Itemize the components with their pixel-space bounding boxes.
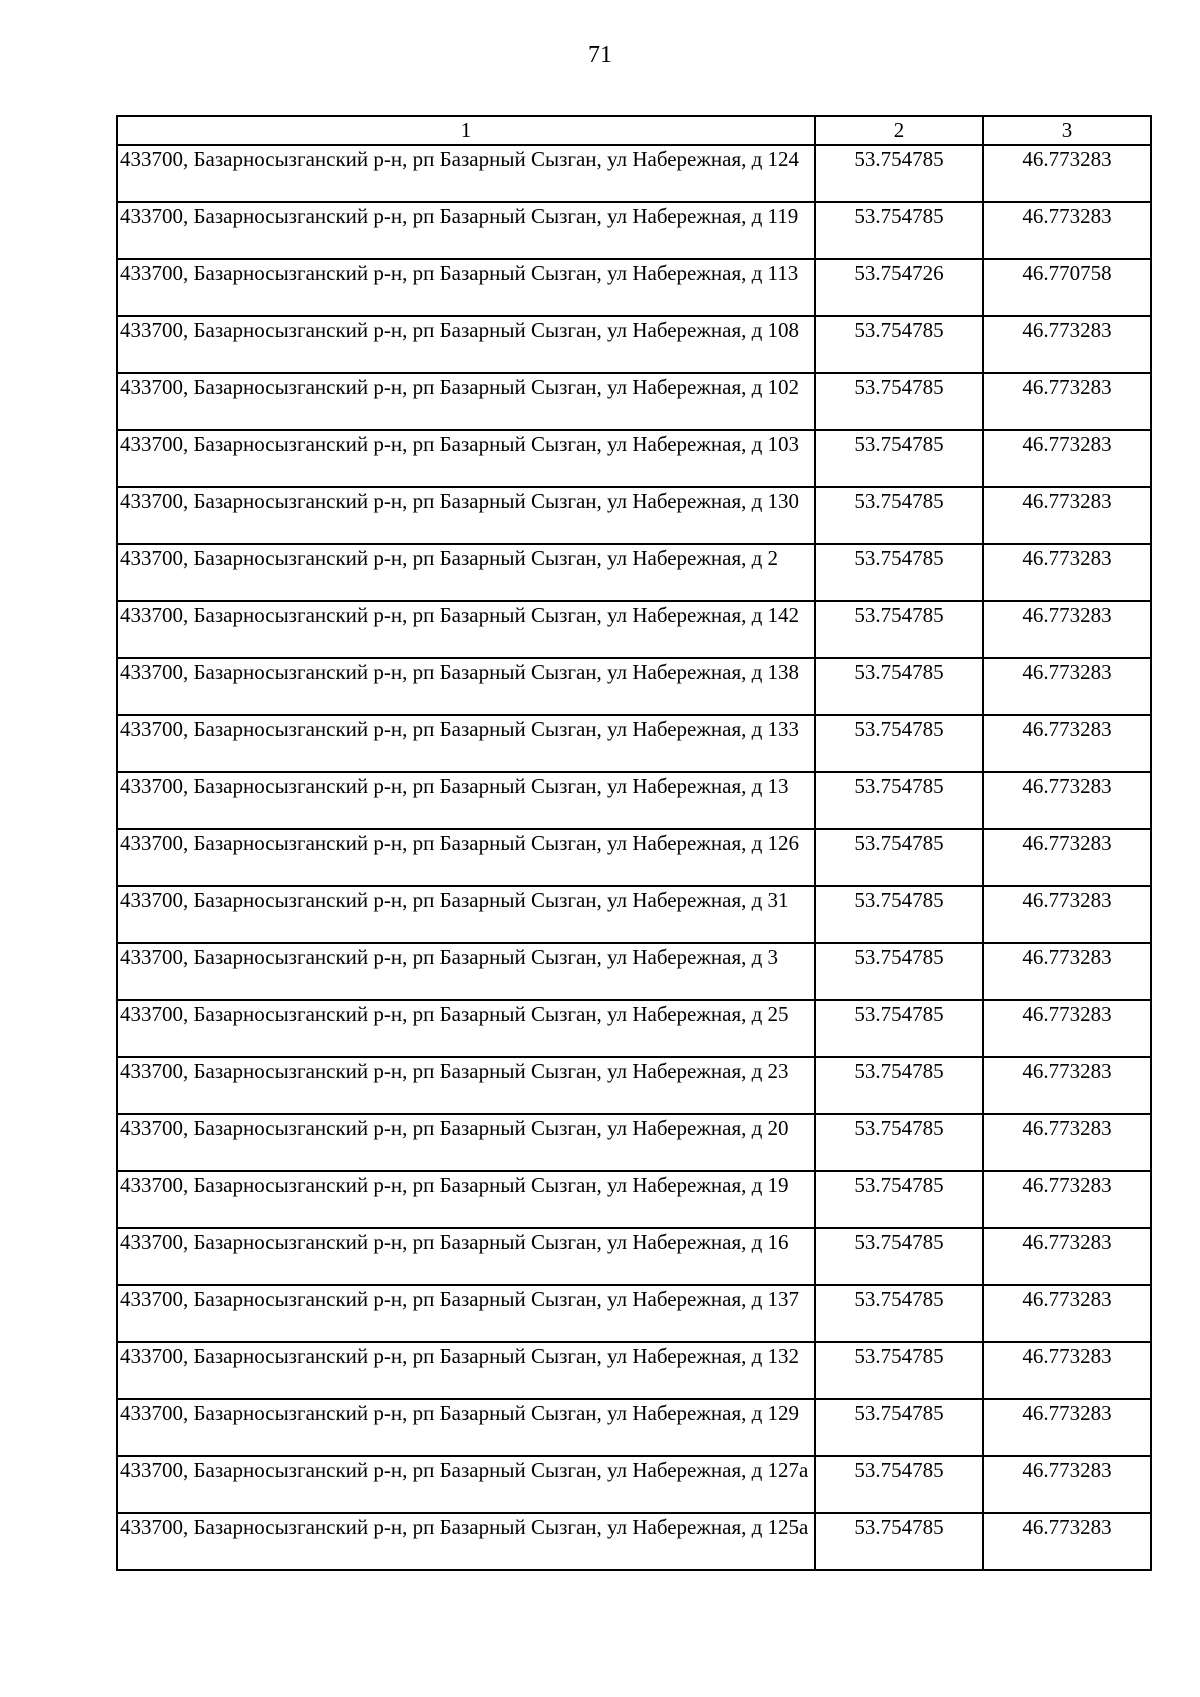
longitude-cell: 46.773283 xyxy=(983,1285,1151,1342)
table-row xyxy=(117,886,1151,943)
longitude-cell: 46.773283 xyxy=(983,487,1151,544)
longitude-cell: 46.773283 xyxy=(983,829,1151,886)
longitude-cell: 46.773283 xyxy=(983,1228,1151,1285)
longitude-cell: 46.773283 xyxy=(983,145,1151,202)
table-row xyxy=(117,601,1151,658)
table-row xyxy=(117,1000,1151,1057)
longitude-cell: 46.773283 xyxy=(983,1399,1151,1456)
latitude-cell: 53.754785 xyxy=(815,1513,983,1570)
page-number: 71 xyxy=(588,42,612,68)
longitude-cell: 46.773283 xyxy=(983,886,1151,943)
latitude-cell: 53.754785 xyxy=(815,1171,983,1228)
longitude-cell: 46.773283 xyxy=(983,316,1151,373)
address-cell: 433700, Базарносызганский р-н, рп Базарный Сызган, ул Набережная, д 16 xyxy=(117,1228,815,1285)
table-row xyxy=(117,544,1151,601)
latitude-cell: 53.754785 xyxy=(815,1456,983,1513)
table-row xyxy=(117,943,1151,1000)
address-cell: 433700, Базарносызганский р-н, рп Базарный Сызган, ул Набережная, д 126 xyxy=(117,829,815,886)
address-cell: 433700, Базарносызганский р-н, рп Базарный Сызган, ул Набережная, д 3 xyxy=(117,943,815,1000)
longitude-cell: 46.773283 xyxy=(983,1057,1151,1114)
address-cell: 433700, Базарносызганский р-н, рп Базарный Сызган, ул Набережная, д 127а xyxy=(117,1456,815,1513)
longitude-cell: 46.770758 xyxy=(983,259,1151,316)
address-cell: 433700, Базарносызганский р-н, рп Базарный Сызган, ул Набережная, д 137 xyxy=(117,1285,815,1342)
latitude-cell: 53.754726 xyxy=(815,259,983,316)
address-coordinates-table xyxy=(116,115,1152,1571)
address-cell: 433700, Базарносызганский р-н, рп Базарный Сызган, ул Набережная, д 103 xyxy=(117,430,815,487)
table-row xyxy=(117,715,1151,772)
address-cell: 433700, Базарносызганский р-н, рп Базарный Сызган, ул Набережная, д 108 xyxy=(117,316,815,373)
table-row xyxy=(117,1285,1151,1342)
latitude-cell: 53.754785 xyxy=(815,373,983,430)
address-cell: 433700, Базарносызганский р-н, рп Базарный Сызган, ул Набережная, д 138 xyxy=(117,658,815,715)
table-row xyxy=(117,202,1151,259)
longitude-cell: 46.773283 xyxy=(983,658,1151,715)
latitude-cell: 53.754785 xyxy=(815,430,983,487)
latitude-cell: 53.754785 xyxy=(815,1000,983,1057)
table-row xyxy=(117,1456,1151,1513)
table-row xyxy=(117,1228,1151,1285)
longitude-cell: 46.773283 xyxy=(983,715,1151,772)
table-row xyxy=(117,829,1151,886)
table-row xyxy=(117,772,1151,829)
latitude-cell: 53.754785 xyxy=(815,886,983,943)
longitude-cell: 46.773283 xyxy=(983,544,1151,601)
table-row xyxy=(117,1342,1151,1399)
longitude-cell: 46.773283 xyxy=(983,772,1151,829)
table-row xyxy=(117,430,1151,487)
address-cell: 433700, Базарносызганский р-н, рп Базарный Сызган, ул Набережная, д 102 xyxy=(117,373,815,430)
latitude-cell: 53.754785 xyxy=(815,202,983,259)
table-body xyxy=(117,145,1151,1570)
address-cell: 433700, Базарносызганский р-н, рп Базарный Сызган, ул Набережная, д 129 xyxy=(117,1399,815,1456)
latitude-cell: 53.754785 xyxy=(815,1057,983,1114)
address-cell: 433700, Базарносызганский р-н, рп Базарный Сызган, ул Набережная, д 133 xyxy=(117,715,815,772)
column-header-3: 3 xyxy=(983,116,1151,145)
table-row xyxy=(117,487,1151,544)
table-row xyxy=(117,373,1151,430)
longitude-cell: 46.773283 xyxy=(983,1342,1151,1399)
table-header-row xyxy=(117,116,1151,145)
address-cell: 433700, Базарносызганский р-н, рп Базарный Сызган, ул Набережная, д 142 xyxy=(117,601,815,658)
longitude-cell: 46.773283 xyxy=(983,430,1151,487)
longitude-cell: 46.773283 xyxy=(983,1456,1151,1513)
longitude-cell: 46.773283 xyxy=(983,1171,1151,1228)
table-row xyxy=(117,1399,1151,1456)
longitude-cell: 46.773283 xyxy=(983,1513,1151,1570)
latitude-cell: 53.754785 xyxy=(815,544,983,601)
latitude-cell: 53.754785 xyxy=(815,829,983,886)
table-row xyxy=(117,658,1151,715)
table-row xyxy=(117,259,1151,316)
address-cell: 433700, Базарносызганский р-н, рп Базарный Сызган, ул Набережная, д 124 xyxy=(117,145,815,202)
latitude-cell: 53.754785 xyxy=(815,943,983,1000)
address-cell: 433700, Базарносызганский р-н, рп Базарный Сызган, ул Набережная, д 130 xyxy=(117,487,815,544)
longitude-cell: 46.773283 xyxy=(983,1000,1151,1057)
column-header-1: 1 xyxy=(117,116,815,145)
address-cell: 433700, Базарносызганский р-н, рп Базарный Сызган, ул Набережная, д 20 xyxy=(117,1114,815,1171)
latitude-cell: 53.754785 xyxy=(815,487,983,544)
address-cell: 433700, Базарносызганский р-н, рп Базарный Сызган, ул Набережная, д 19 xyxy=(117,1171,815,1228)
table-row xyxy=(117,145,1151,202)
address-cell: 433700, Базарносызганский р-н, рп Базарный Сызган, ул Набережная, д 23 xyxy=(117,1057,815,1114)
address-cell: 433700, Базарносызганский р-н, рп Базарный Сызган, ул Набережная, д 119 xyxy=(117,202,815,259)
latitude-cell: 53.754785 xyxy=(815,601,983,658)
longitude-cell: 46.773283 xyxy=(983,1114,1151,1171)
address-cell: 433700, Базарносызганский р-н, рп Базарный Сызган, ул Набережная, д 2 xyxy=(117,544,815,601)
table-row xyxy=(117,1513,1151,1570)
address-cell: 433700, Базарносызганский р-н, рп Базарный Сызган, ул Набережная, д 13 xyxy=(117,772,815,829)
longitude-cell: 46.773283 xyxy=(983,601,1151,658)
longitude-cell: 46.773283 xyxy=(983,373,1151,430)
address-cell: 433700, Базарносызганский р-н, рп Базарный Сызган, ул Набережная, д 113 xyxy=(117,259,815,316)
address-cell: 433700, Базарносызганский р-н, рп Базарный Сызган, ул Набережная, д 25 xyxy=(117,1000,815,1057)
latitude-cell: 53.754785 xyxy=(815,1342,983,1399)
table-row xyxy=(117,316,1151,373)
latitude-cell: 53.754785 xyxy=(815,316,983,373)
latitude-cell: 53.754785 xyxy=(815,1228,983,1285)
latitude-cell: 53.754785 xyxy=(815,1399,983,1456)
address-cell: 433700, Базарносызганский р-н, рп Базарный Сызган, ул Набережная, д 125а xyxy=(117,1513,815,1570)
latitude-cell: 53.754785 xyxy=(815,1114,983,1171)
latitude-cell: 53.754785 xyxy=(815,715,983,772)
address-cell: 433700, Базарносызганский р-н, рп Базарный Сызган, ул Набережная, д 132 xyxy=(117,1342,815,1399)
address-cell: 433700, Базарносызганский р-н, рп Базарный Сызган, ул Набережная, д 31 xyxy=(117,886,815,943)
table-row xyxy=(117,1114,1151,1171)
latitude-cell: 53.754785 xyxy=(815,658,983,715)
column-header-2: 2 xyxy=(815,116,983,145)
table-row xyxy=(117,1171,1151,1228)
longitude-cell: 46.773283 xyxy=(983,202,1151,259)
latitude-cell: 53.754785 xyxy=(815,145,983,202)
table-row xyxy=(117,1057,1151,1114)
latitude-cell: 53.754785 xyxy=(815,772,983,829)
longitude-cell: 46.773283 xyxy=(983,943,1151,1000)
latitude-cell: 53.754785 xyxy=(815,1285,983,1342)
